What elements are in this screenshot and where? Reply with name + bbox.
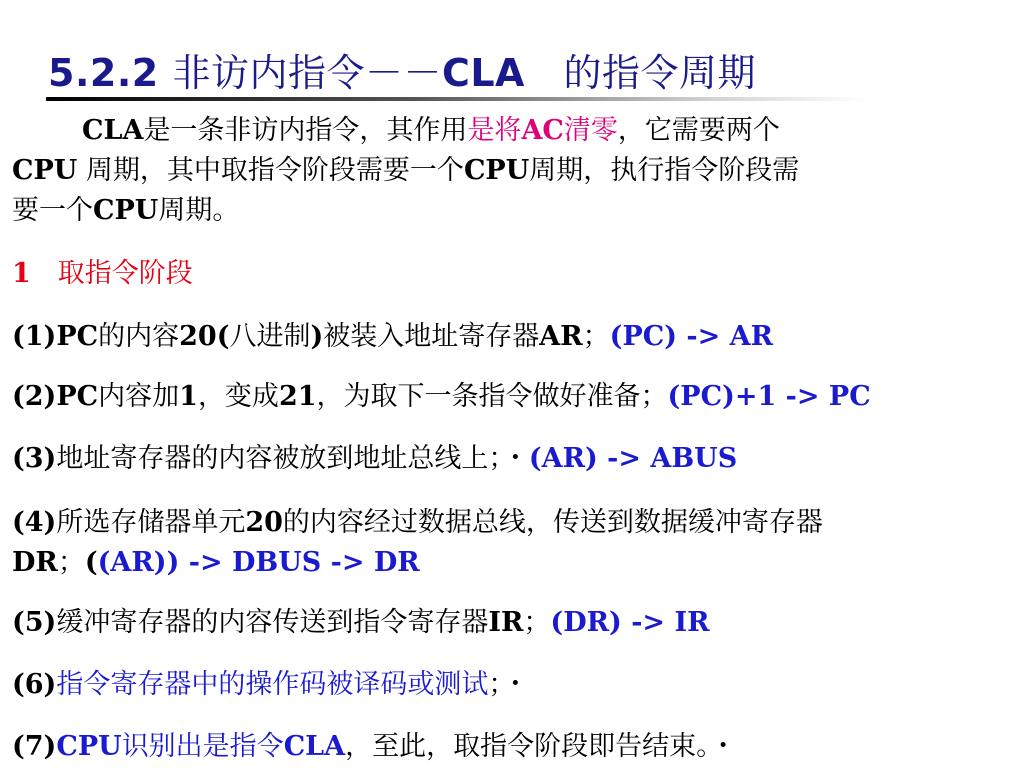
micro-op-1: (PC) -> AR [609,321,774,352]
step-2: (2)PC内容加1，变成21，为取下一条指令做好准备；(PC)+1 -> PC [12,381,871,412]
title-number: 5.2.2 [48,51,159,95]
page-title [48,42,756,97]
intro-line-3: 要一个CPU周期。 [12,195,240,226]
step-6: (6)指令寄存器中的操作码被译码或测试；・ [12,669,529,700]
intro-line-1: CLA是一条非访内指令，其作用是将AC清零，它需要两个 [82,115,780,146]
step-4-cont: DR；((AR)) -> DBUS -> DR [12,547,420,578]
step-1: (1)PC的内容20(八进制)被装入地址寄存器AR；(PC) -> AR [12,321,774,352]
step-3: (3)地址寄存器的内容被放到地址总线上；・(AR) -> ABUS [12,443,738,474]
step-4: (4)所选存储器单元20的内容经过数据总线，传送到数据缓冲寄存器 [12,507,823,538]
step-5: (5)缓冲寄存器的内容传送到指令寄存器IR；(DR) -> IR [12,607,710,638]
title-cla: CLA [441,51,525,95]
micro-op-4: (AR)) -> DBUS -> DR [97,547,420,578]
title-suffix: 的指令周期 [524,51,756,95]
title-underline [46,97,866,101]
micro-op-3: (AR) -> ABUS [528,443,738,474]
micro-op-2: (PC)+1 -> PC [667,381,871,412]
intro-line-2: CPU 周期，其中取指令阶段需要一个CPU周期，执行指令阶段需 [12,155,800,186]
step-7: (7)CPU识别出是指令CLA，至此，取指令阶段即告结束。・ [12,731,737,762]
section-heading: 1 取指令阶段 [12,258,193,289]
title-text: 非访内指令－－ [172,51,442,95]
highlight-clear-ac: 是将AC清零 [467,115,618,146]
micro-op-5: (DR) -> IR [550,607,710,638]
